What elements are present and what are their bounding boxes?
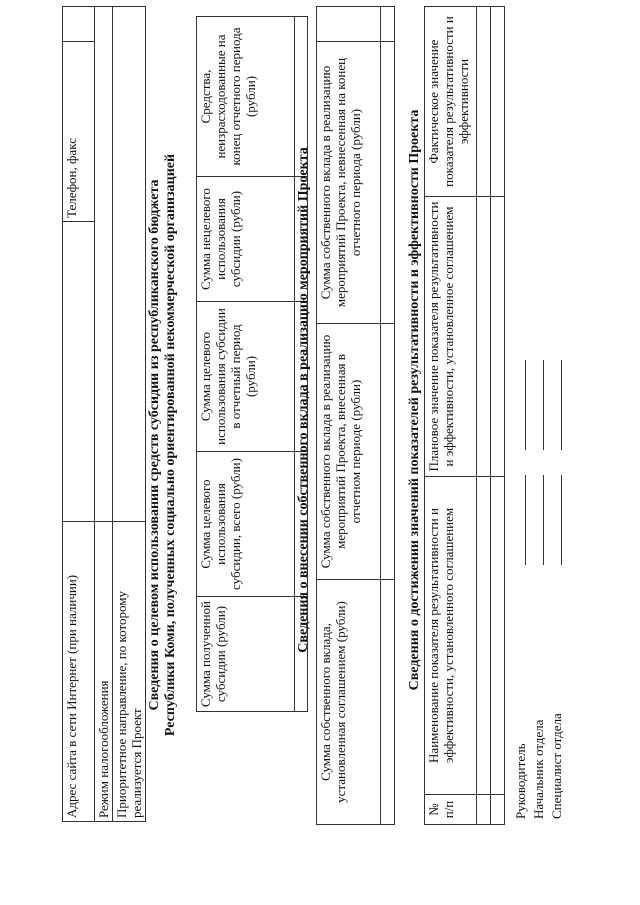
header-planned-value: Плановое значение показателя результативности и эффективности, установленное соглашением [425,197,477,477]
signature-line [525,475,526,565]
website-value [63,222,95,522]
subsidy-usage-table [196,16,308,712]
signature-line [561,360,562,450]
own-contribution-table [316,6,395,825]
phone-fax-label: Телефон, факс [63,42,95,222]
header-number: № п/п [425,795,477,825]
header-indicator-name: Наименование показателя результативности и эффективности, установленного соглашением [425,477,477,795]
signature-director-label: Руководитель [513,743,528,819]
section3-title: Сведения о достижении значений показателей результативности и эффективности Проекта [407,109,422,691]
phone-fax-value [63,7,95,42]
header-received-subsidy: Сумма полученной субсидии (рубли) [197,597,295,712]
table-row [381,7,395,825]
header-target-use-total: Сумма целевого использования субсидии, всего (рубли) [197,452,295,597]
performance-indicators-table [424,6,505,825]
header-non-target-use: Сумма нецелевого использования субсидии (рубли) [197,177,295,302]
priority-direction-value [113,7,146,522]
header-unspent-funds: Средства, неизрасходованные на конец отчетного периода (рубли) [197,17,295,177]
signature-specialist-label: Специалист отдела [549,713,564,819]
header-target-use-period: Сумма целевого использования субсидии в отчетный период (рубли) [197,302,295,452]
table-row [113,7,146,822]
website-label: Адрес сайта в сети Интернет (при наличии) [63,522,95,822]
header-own-contribution-agreed: Сумма собственного вклада, установленная соглашением (рубли) [317,580,381,825]
signature-line [543,475,544,565]
table-row [317,7,381,825]
organization-info-table [62,6,146,822]
table-row [425,7,477,825]
section2-title: Сведения о внесении собственного вклада в реализацию мероприятий Проекта [296,147,311,653]
table-row [63,7,95,822]
signature-line [561,475,562,565]
section1-title: Сведения о целевом использовании средств субсидии из республиканского бюджета Республики Коми, полученных социально ориентированной некоммерческой организацией [147,153,178,737]
signature-line [543,360,544,450]
tax-regime-label: Режим налогообложения [95,522,113,822]
table-row [477,7,491,825]
table-row [491,7,505,825]
signature-department-head-label: Начальник отдела [531,719,546,819]
priority-direction-label: Приоритетное направление, по которому реализуется Проект [113,522,146,822]
table-row [95,7,113,822]
header-own-contribution-paid: Сумма собственного вклада в реализацию мероприятий Проекта, внесенная в отчетном периоде (рубли) [317,324,381,580]
header-actual-value: Фактическое значение показателя результативности и эффективности [425,7,477,197]
header-own-contribution-unpaid: Сумма собственного вклада в реализацию мероприятий Проекта, невнесенная на конец отчетного периода (рубли) [317,42,381,324]
tax-regime-value [95,7,113,522]
table-row [197,17,295,712]
signature-line [525,360,526,450]
